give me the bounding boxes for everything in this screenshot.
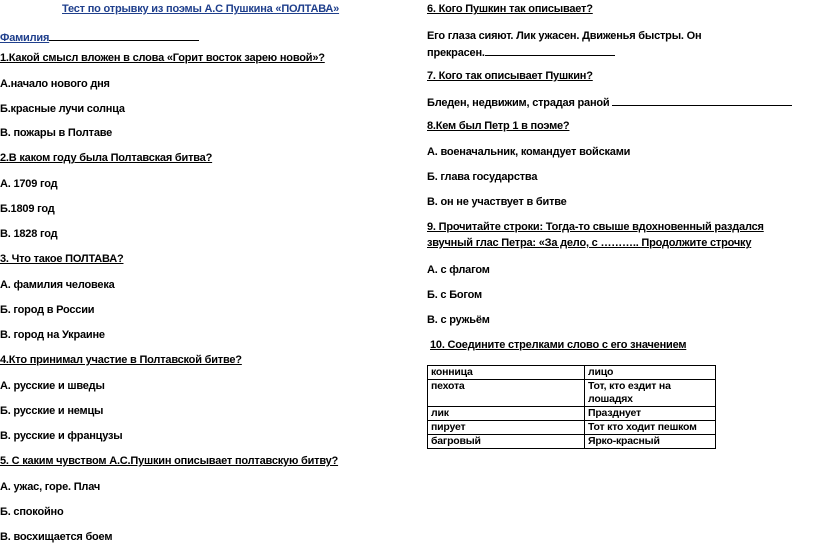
answer-3a: А. фамилия человека bbox=[0, 279, 115, 291]
answer-9c: В. с ружьём bbox=[427, 314, 490, 326]
question-4: 4.Кто принимал участие в Полтавской битве? bbox=[0, 354, 242, 366]
surname-field bbox=[0, 30, 199, 45]
answer-1c: В. пожары в Полтаве bbox=[0, 127, 113, 139]
question-6-text-line2 bbox=[427, 45, 615, 60]
answer-2a: А. 1709 год bbox=[0, 178, 58, 190]
answer-8a: А. военачальник, командует войсками bbox=[427, 146, 631, 158]
question-1: 1.Какой смысл вложен в слова «Горит восток зарею новой»? bbox=[0, 52, 325, 64]
answer-2c: В. 1828 год bbox=[0, 228, 58, 240]
question-10: 10. Соедините стрелками слово с его значением bbox=[430, 339, 687, 351]
answer-1b: Б.красные лучи солнца bbox=[0, 103, 125, 115]
matching-meaning-cell: Ярко-красный bbox=[585, 435, 716, 449]
answer-8c: В. он не участвует в битве bbox=[427, 196, 567, 208]
matching-word-cell: лик bbox=[428, 407, 585, 421]
answer-2b: Б.1809 год bbox=[0, 203, 55, 215]
answer-4a: А. русские и шведы bbox=[0, 380, 105, 392]
matching-word-cell: багровый bbox=[428, 435, 585, 449]
question-3: 3. Что такое ПОЛТАВА? bbox=[0, 253, 124, 265]
answer-9a: А. с флагом bbox=[427, 264, 490, 276]
question-9-line2: звучный глас Петра: «За дело, с ……….. Продолжите строчку bbox=[427, 237, 752, 249]
matching-table-row bbox=[428, 366, 716, 380]
question-6-text-word: прекрасен. bbox=[427, 47, 485, 59]
question-5: 5. С каким чувством А.С.Пушкин описывает полтавскую битву? bbox=[0, 455, 339, 467]
question-7-text-line bbox=[427, 95, 792, 110]
matching-table bbox=[427, 365, 716, 449]
question-9-line1: 9. Прочитайте строки: Тогда-то свыше вдохновенный раздался bbox=[427, 221, 764, 233]
question-6: 6. Кого Пушкин так описывает? bbox=[427, 3, 593, 15]
matching-table-row bbox=[428, 421, 716, 435]
answer-7-blank bbox=[612, 95, 792, 106]
answer-4b: Б. русские и немцы bbox=[0, 405, 104, 417]
answer-8b: Б. глава государства bbox=[427, 171, 538, 183]
matching-table-body bbox=[428, 366, 716, 449]
matching-table-row bbox=[428, 380, 716, 407]
answer-5b: Б. спокойно bbox=[0, 506, 64, 518]
matching-table-row bbox=[428, 435, 716, 449]
question-2: 2.В каком году была Полтавская битва? bbox=[0, 152, 213, 164]
matching-table-row bbox=[428, 407, 716, 421]
question-6-text-line1: Его глаза сияют. Лик ужасен. Движенья быстры. Он bbox=[427, 30, 702, 42]
matching-meaning-cell: Тот кто ходит пешком bbox=[585, 421, 716, 435]
question-7: 7. Кого так описывает Пушкин? bbox=[427, 70, 593, 82]
answer-1a: А.начало нового дня bbox=[0, 78, 110, 90]
matching-word-cell: пирует bbox=[428, 421, 585, 435]
question-7-text: Бледен, недвижим, страдая раной bbox=[427, 97, 610, 109]
answer-5c: В. восхищается боем bbox=[0, 531, 113, 543]
matching-meaning-cell: Тот, кто ездит на лошадях bbox=[585, 380, 716, 407]
matching-word-cell: конница bbox=[428, 366, 585, 380]
test-title: Тест по отрывку из поэмы А.С Пушкина «ПОЛТАВА» bbox=[62, 3, 340, 15]
answer-3b: Б. город в России bbox=[0, 304, 95, 316]
matching-meaning-cell: Празднует bbox=[585, 407, 716, 421]
answer-6-blank bbox=[485, 45, 615, 56]
matching-word-cell: пехота bbox=[428, 380, 585, 407]
surname-blank bbox=[49, 30, 199, 41]
surname-label: Фамилия bbox=[0, 32, 50, 44]
answer-9b: Б. с Богом bbox=[427, 289, 482, 301]
question-8: 8.Кем был Петр 1 в поэме? bbox=[427, 120, 570, 132]
answer-5a: А. ужас, горе. Плач bbox=[0, 481, 101, 493]
answer-3c: В. город на Украине bbox=[0, 329, 105, 341]
matching-meaning-cell: лицо bbox=[585, 366, 716, 380]
answer-4c: В. русские и французы bbox=[0, 430, 123, 442]
